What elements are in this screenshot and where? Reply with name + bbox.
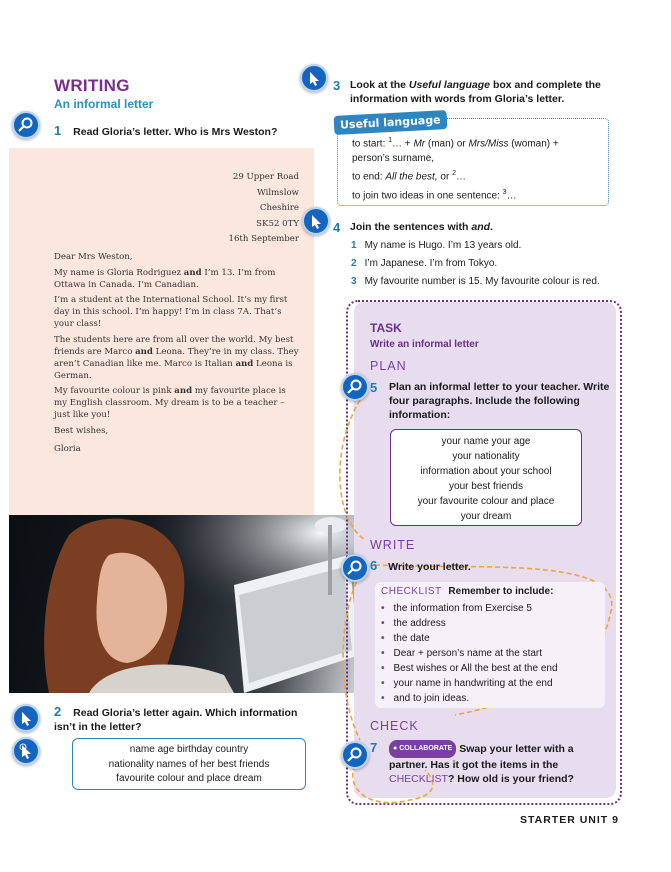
exercise-7-number: 7 (370, 740, 378, 755)
word-line: nationality names of her best friends (108, 758, 270, 770)
exercise-5: 5 Plan an informal letter to your teacher. Write four paragraphs. Include the following information: (370, 380, 610, 421)
letter-address (228, 170, 299, 248)
magnifier-icon (346, 746, 364, 764)
stage-plan: PLAN (370, 359, 407, 373)
exercise-2-word-box (72, 738, 306, 790)
checklist-item: • Dear + person’s name at the start (381, 646, 558, 661)
address-line: Cheshire (259, 203, 299, 213)
cursor-icon-button[interactable] (12, 704, 40, 732)
section-subtitle: An informal letter (54, 97, 154, 111)
address-line: 29 Upper Road (232, 172, 299, 182)
letter-paragraph: My favourite colour is pink and my favourite place is my English classroom. My dream is to be a teacher – just like you! (54, 386, 286, 420)
exercise-4: 4 Join the sentences with and. (333, 220, 493, 235)
exercise-4-number: 4 (333, 220, 341, 235)
checklist-item: • and to join ideas. (381, 691, 558, 706)
exercise-6 (370, 559, 610, 574)
checklist-list (381, 601, 558, 706)
section-title: WRITING (54, 76, 130, 95)
letter-body (54, 251, 299, 458)
exercise-3: 3 Look at the Useful language box and complete the information with words from Gloria’s letter. (333, 78, 601, 105)
exercise-5-word-box (390, 429, 582, 526)
magnifier-icon (17, 116, 35, 134)
checklist-item: • Best wishes or All the best at the end (381, 661, 558, 676)
checklist-item: • the date (381, 631, 558, 646)
exercise-4-list (351, 237, 600, 291)
exercise-6-number: 6 (370, 558, 378, 573)
page-footer: STARTER UNIT 9 (520, 814, 619, 826)
letter-paragraph: I’m a student at the International School. It’s my first day in this school. I’m happy! I’m in class 7A. That’s your class! (54, 295, 288, 329)
word-line: your best friends (449, 481, 523, 492)
word-line: your dream (460, 511, 512, 522)
exercise-1-text: Read Gloria’s letter. Who is Mrs Weston? (73, 126, 278, 138)
useful-line: to join two ideas in one sentence: $^3$… (352, 188, 517, 201)
exercise-2-number: 2 (54, 704, 62, 719)
search-icon-button[interactable] (12, 111, 40, 139)
search-icon-button[interactable] (341, 373, 369, 401)
girl-laptop-photo (9, 515, 364, 693)
magnifier-icon (346, 378, 364, 396)
exercise-3-number: 3 (333, 78, 341, 93)
checklist-label: CHECKLIST (381, 586, 442, 597)
checklist-heading (381, 586, 553, 597)
letter-paragraph: My name is Gloria Rodriguez and I’m 13. I’m from Ottawa in Canada. I’m Canadian. (54, 267, 276, 290)
cursor-icon (17, 709, 35, 727)
list-item: 1 My name is Hugo. I’m 13 years old. (351, 240, 522, 251)
stage-write: WRITE (370, 538, 416, 552)
word-line: favourite colour and place dream (116, 773, 262, 784)
cursor-icon (305, 69, 323, 87)
search-icon-button[interactable] (341, 741, 369, 769)
magnifier-icon (346, 559, 364, 577)
checklist-item: • your name in handwriting at the end (381, 676, 558, 691)
useful-language-tag: Useful language (334, 110, 447, 135)
exercise-1 (54, 124, 304, 139)
useful-line: to end: All the best, or $^2$… (352, 170, 466, 183)
checklist-item: • the information from Exercise 5 (381, 601, 558, 616)
letter-closing: Best wishes, (54, 425, 109, 436)
letter-paragraph: The students here are from all over the world. My best friends are Marco and Leona. They’re in my class. They aren’t Canadian like me. Marco is Italian and Leona is German. (54, 334, 299, 381)
word-line: name age birthday country (129, 744, 249, 755)
word-line: your favourite colour and place (417, 496, 555, 507)
checklist-item: • the address (381, 616, 558, 631)
useful-line: to start: $^1$… + Mr (man) or Mrs/Miss (woman) + (352, 137, 559, 150)
cursor-icon-button[interactable] (300, 64, 328, 92)
task-label: TASK (370, 321, 402, 335)
cursor-icon (307, 212, 325, 230)
address-line: Wilmslow (256, 187, 299, 198)
stage-check: CHECK (370, 719, 419, 733)
cursor-target-icon (17, 742, 35, 760)
exercise-5-number: 5 (370, 380, 378, 395)
photo-illustration (9, 515, 364, 693)
collaborate-badge: ● COLLABORATE (389, 740, 456, 758)
letter-greeting: Dear Mrs Weston, (54, 252, 133, 262)
cursor-target-icon-button[interactable] (12, 737, 40, 765)
list-item: 2 I’m Japanese. I’m from Tokyo. (351, 258, 498, 269)
address-line: SK52 0TY (256, 218, 299, 229)
exercise-7: 7 ● COLLABORATE Swap your letter with a partner. Has it got the items in the CHECKLIST? How old is your friend? (370, 740, 574, 785)
word-line: your name your age (441, 436, 531, 447)
useful-line: person’s surname, (352, 153, 435, 165)
letter-signature: Gloria (54, 443, 81, 454)
exercise-2 (54, 705, 309, 734)
exercise-2-text: Read Gloria’s letter again. Which information isn’t in the letter? (54, 707, 298, 733)
word-line: your nationality (452, 451, 520, 462)
cursor-icon-button[interactable] (302, 207, 330, 235)
word-line: information about your school (420, 466, 552, 477)
exercise-6-text: Write your letter. (388, 561, 471, 573)
checklist-heading-text: Remember to include: (448, 586, 554, 597)
useful-language-box (337, 113, 609, 206)
list-item: 3 My favourite number is 15. My favourite colour is red. (351, 276, 600, 287)
exercise-1-number: 1 (54, 123, 62, 138)
gloria-letter (9, 148, 314, 515)
search-icon-button[interactable] (341, 554, 369, 582)
task-sublabel: Write an informal letter (370, 339, 479, 350)
letter-date: 16th September (228, 234, 299, 244)
